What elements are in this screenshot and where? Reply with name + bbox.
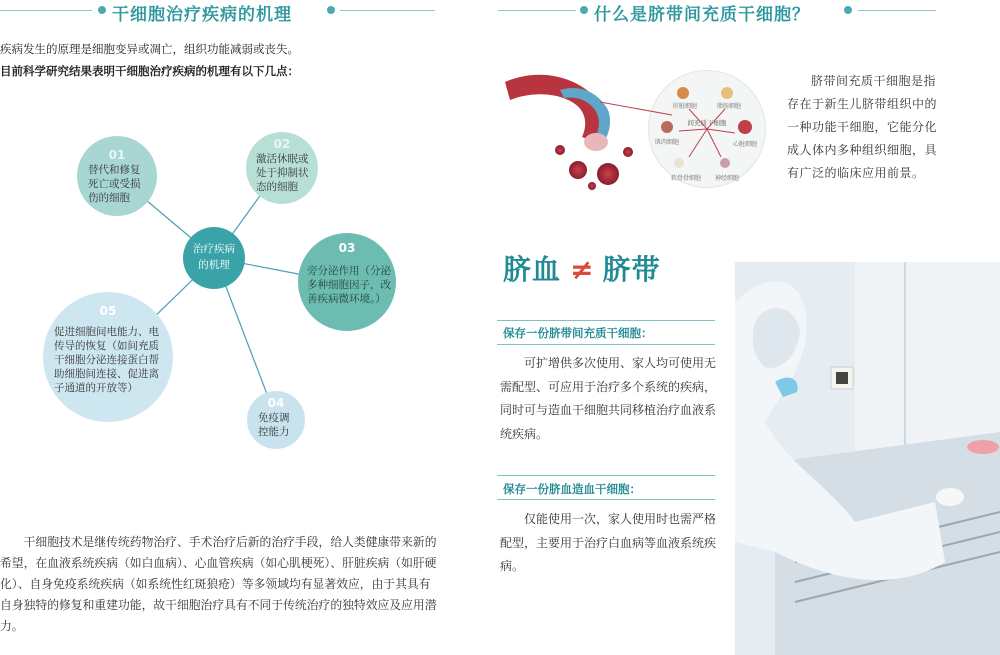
point-text: 激活休眠或处于抑制状态的细胞 <box>256 153 309 193</box>
diagram-label-nerve: 神经细胞 <box>715 175 740 182</box>
block1-rule-top <box>497 320 715 321</box>
block2-rule-top <box>497 475 715 476</box>
mechanism-point-4 <box>247 391 305 449</box>
diagram-label-liver: 肝脏细胞 <box>673 103 698 110</box>
diagram-label-muscle: 肌肉细胞 <box>655 139 680 146</box>
mechanism-center <box>183 227 245 289</box>
point-number: 02 <box>273 137 291 151</box>
mechanism-point-3 <box>298 233 396 331</box>
point-text: 旁分泌作用（分泌多种细胞因子，改善疾病微环境。） <box>307 265 391 305</box>
point-number: 03 <box>338 241 356 255</box>
point-number: 05 <box>99 304 117 318</box>
point-text: 促进细胞间电能力、电传导的恢复（如间充质干细胞分泌连接蛋白帮助细胞间连接、促进离子通道的开放等） <box>54 326 159 394</box>
intro-line-2: 目前科学研究结果表明干细胞治疗疾病的机理有以下几点： <box>0 64 299 78</box>
intro-line-1: 疾病发生的原理是细胞变异或凋亡，组织功能减弱或丧失。 <box>0 42 299 56</box>
stem-cell-paragraph: 干细胞技术是继传统药物治疗、手术治疗后新的治疗手段，给人类健康带来新的希望，在血液系统疾病（如白血病）、心血管疾病（如心肌梗死）、肝脏疾病（如肝硬化）、自身免疫系统疾病（如系统性红斑狼疮）等多领域均有显著效应，由于其具有自身独特的修复和重建功能，故干细胞治疗具有不同于传统治疗的独特效应及应用潜力。 <box>0 535 437 633</box>
pointer-line <box>600 100 680 120</box>
point-number: 04 <box>267 396 285 410</box>
left-section-title: 干细胞治疗疾病的机理 <box>112 5 292 25</box>
diagram-label-bone: 软骨骨细胞 <box>671 175 702 182</box>
compare-title <box>503 248 661 284</box>
point-text: 免疫调控能力 <box>258 412 290 438</box>
block1-rule-bottom <box>497 344 715 345</box>
point-number: 01 <box>108 148 126 162</box>
compare-right: 脐带 <box>602 253 661 286</box>
diagram-label-heart: 心脏细胞 <box>733 141 758 148</box>
differentiation-diagram <box>648 70 766 188</box>
right-section-header <box>498 0 938 25</box>
block2-text: 仅能使用一次，家人使用时也需严格配型，主要用于治疗白血病等血液系统疾病。 <box>500 512 717 573</box>
mechanism-point-1 <box>77 136 157 216</box>
diagram-label-fat: 脂肪细胞 <box>717 103 742 110</box>
compare-left: 脐血 <box>503 253 562 286</box>
laboratory-photo <box>735 262 1000 655</box>
msc-definition: 脐带间充质干细胞是指存在于新生儿脐带组织中的一种功能干细胞，它能分化成人体内多种组织细胞，具有广泛的临床应用前景。 <box>787 74 938 180</box>
diagram-center-label: 间充质干细胞 <box>687 119 727 127</box>
block1-text: 可扩增供多次使用、家人均可使用无需配型、可应用于治疗多个系统的疾病，同时可与造血干细胞共同移植治疗血液系统疾病。 <box>500 356 717 441</box>
block1-title: 保存一份脐带间充质干细胞： <box>503 326 653 340</box>
block2-title: 保存一份脐血造血干细胞： <box>503 482 641 496</box>
center-label: 治疗疾病的机理 <box>193 243 235 271</box>
mechanism-point-5 <box>43 292 173 422</box>
block2-rule-bottom <box>497 499 715 500</box>
point-text: 替代和修复死亡或受损伤的细胞 <box>88 164 141 204</box>
mechanism-point-2 <box>246 132 318 204</box>
right-section-title: 什么是脐带间充质干细胞？ <box>594 5 810 25</box>
umbilical-cord-illustration <box>500 62 650 192</box>
compare-sign: ≠ <box>570 253 594 286</box>
